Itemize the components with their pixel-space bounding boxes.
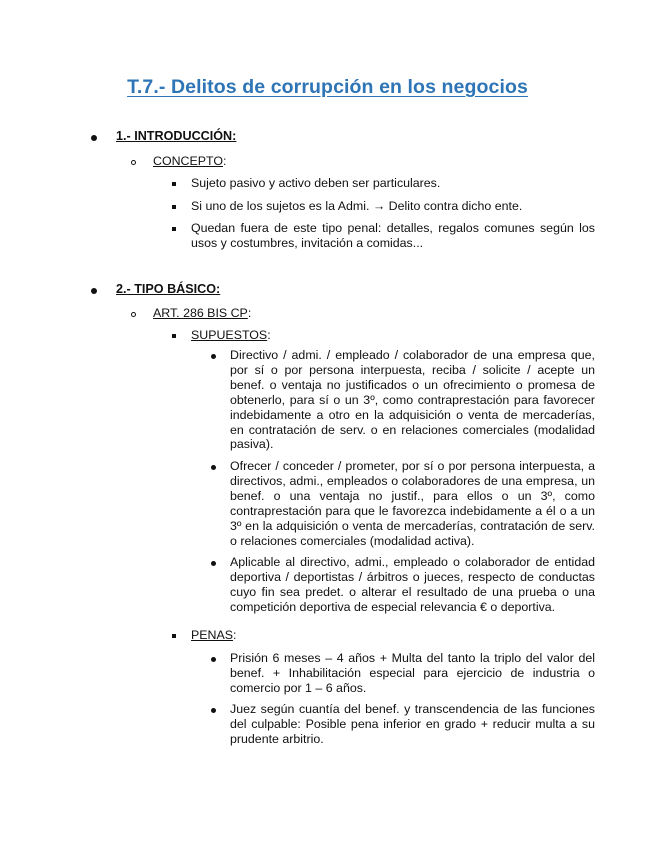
supuestos-suffix: : (267, 328, 271, 342)
round-bullet (211, 354, 216, 359)
section-heading-tipo-basico: 2.- TIPO BÁSICO: (116, 282, 221, 296)
section-bullet (91, 135, 97, 141)
supuestos-label: SUPUESTOS (191, 328, 268, 342)
square-bullet (172, 182, 176, 186)
supuestos-heading (191, 328, 271, 342)
list-item: Si uno de los sujetos es la Admi. → Delito contra dicho ente. (191, 199, 523, 213)
penas-label: PENAS (191, 628, 234, 642)
list-item: Prisión 6 meses – 4 años + Multa del tanto la triplo del valor del benef. + Inhabilitación especial para ejercicio de industria o comercio por 1 – 6 años. (230, 651, 595, 695)
subsection-art-286-bis (153, 306, 251, 320)
square-bullet (172, 634, 176, 638)
square-bullet (172, 205, 176, 209)
list-item: Ofrecer / conceder / prometer, por sí o por persona interpuesta, a directivos, admi., empleados o colaboradores de una empresa, un benef. o una ventaja no justif., para ellos o un 3º, como contraprestación para que le favorezca indebidamente a él o a un 3º en la adquisición o venta de mercaderías, contratación de serv. o relaciones comerciales (modalidad activa). (230, 459, 595, 548)
section-heading-introduccion: 1.- INTRODUCCIÓN: (116, 129, 237, 143)
round-bullet (211, 657, 216, 662)
subsection-label: ART. 286 BIS CP (153, 306, 248, 320)
penas-suffix: : (233, 628, 237, 642)
subsection-bullet (131, 160, 136, 165)
subsection-concepto (153, 154, 226, 168)
subsection-suffix: : (247, 306, 252, 320)
list-item: Directivo / admi. / empleado / colaborador de una empresa que, por sí o por persona interpuesta, reciba / solicite / acepte un benef. o ventaja no justificados o un ofrecimiento o promesa de obtenerlo, para sí o un 3º, como contraprestación para favorecer indebidamente a otro en la adquisición o venta de mercaderías, en contratación de serv. o en relaciones comerciales (modalidad pasiva). (230, 348, 595, 452)
penas-heading (191, 628, 236, 642)
subsection-label: CONCEPTO (153, 154, 223, 168)
square-bullet (172, 334, 176, 338)
section-bullet (91, 288, 97, 294)
document-title: T.7.- Delitos de corrupción en los negocios (127, 76, 528, 98)
square-bullet (172, 227, 176, 231)
list-item: Aplicable al directivo, admi., empleado o colaborador de entidad deportiva / deportistas / árbitros o jueces, respecto de conductas cuyo fin sea predet. o alterar el resultado de una prueba o una competición deportiva de especial relevancia € o deportiva. (230, 555, 595, 614)
round-bullet (211, 561, 216, 566)
list-item: Sujeto pasivo y activo deben ser particulares. (191, 176, 441, 190)
list-item: Juez según cuantía del benef. y transcendencia de las funciones del culpable: Posible pena inferior en grado + reducir multa a su prudente arbitrio. (230, 702, 595, 746)
list-item: Quedan fuera de este tipo penal: detalles, regalos comunes según los usos y costumbres, invitación a comidas... (191, 221, 595, 250)
round-bullet (211, 708, 216, 713)
subsection-suffix: : (223, 154, 227, 168)
subsection-bullet (131, 312, 136, 317)
round-bullet (211, 465, 216, 470)
